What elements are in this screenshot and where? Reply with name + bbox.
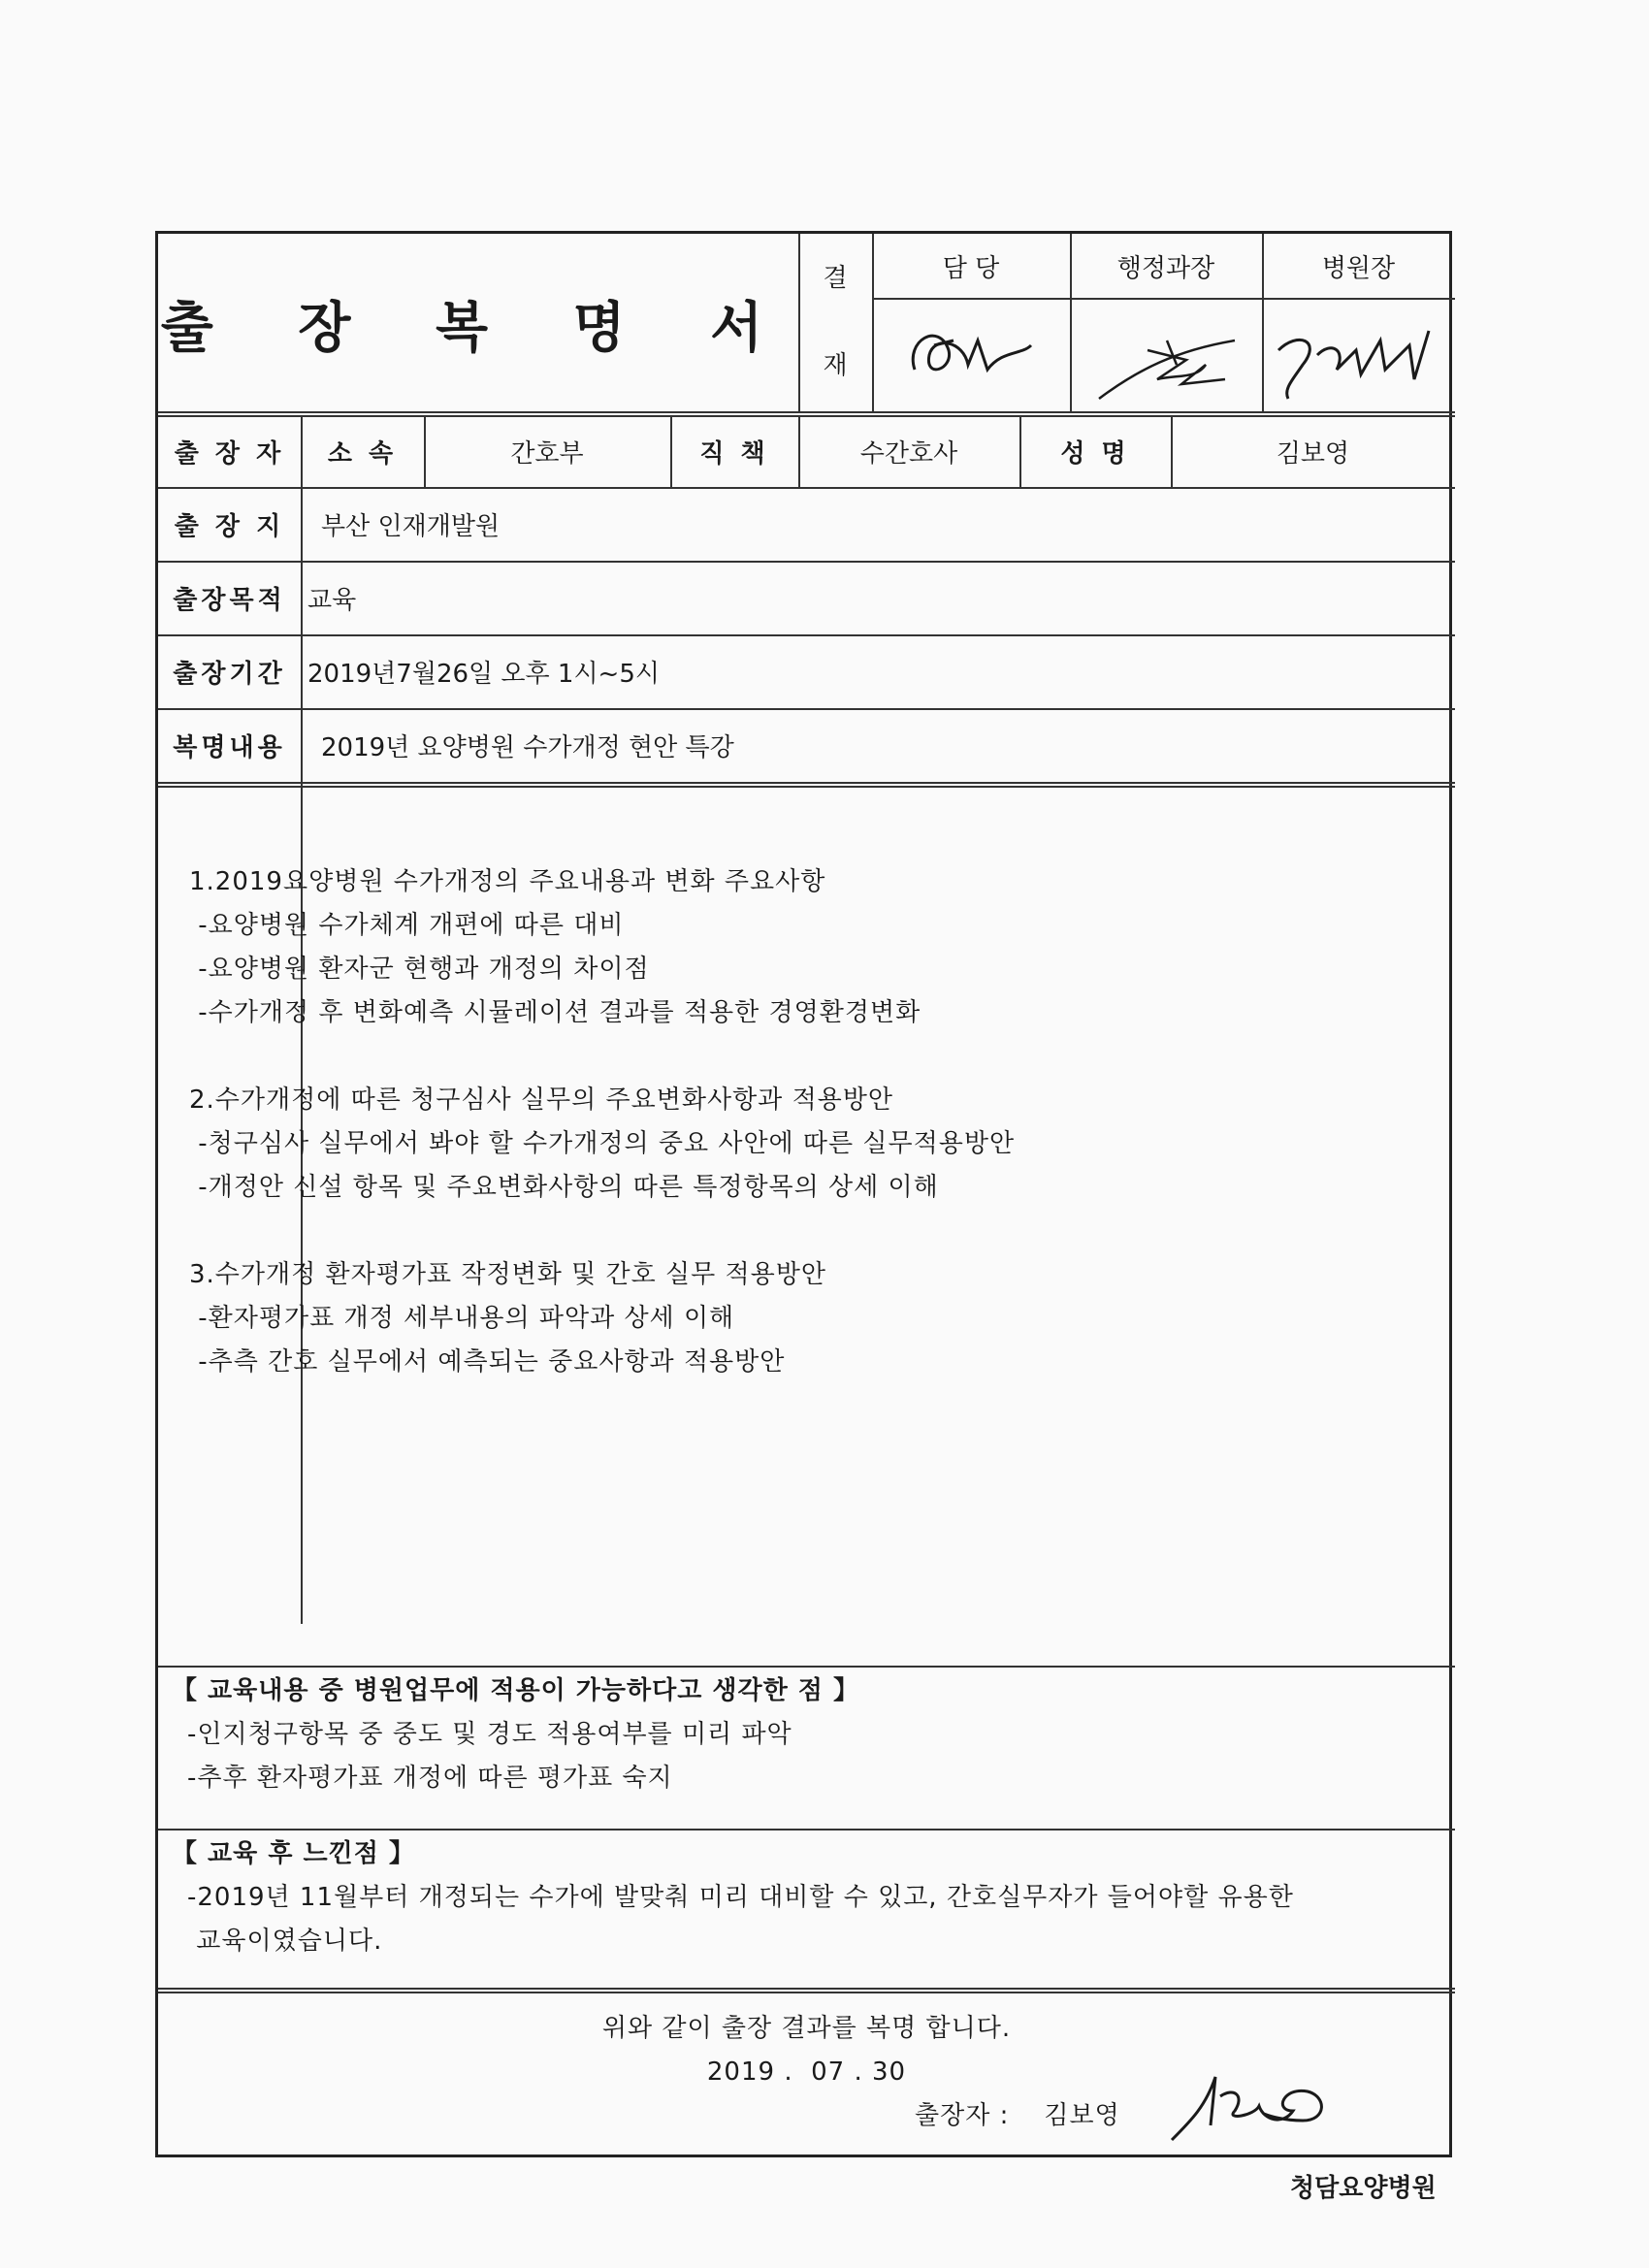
applicable-heading: 【 교육내용 중 병원업무에 적용이 가능하다고 생각한 점 】 [172,1676,859,1705]
content-line: -요양병원 환자군 현행과 개정의 차이점 [189,955,650,984]
signer-block [915,2094,1120,2138]
signer-name: 김보영 [1044,2101,1120,2130]
destination-value: 부산 인재개발원 [321,511,501,541]
approval-label-top: 결 [823,263,848,293]
page-title: 출 장 복 명 서 [160,297,796,360]
traveler-label: 출 장 자 [174,438,285,469]
content-spacer [189,1035,1440,1079]
position-value: 수간호사 [859,438,958,469]
content-line: -추측 간호 실무에서 예측되는 중요사항과 적용방안 [189,1347,786,1377]
destination-label: 출 장 지 [174,511,285,541]
closing-statement: 위와 같이 출장 결과를 복명 합니다. [601,2014,1012,2043]
period-value: 2019년7월26일 오후 1시~5시 [307,659,661,689]
position-label: 직 책 [699,438,769,469]
traveler-signature [1167,2067,1332,2145]
affiliation-value: 간호부 [510,438,584,469]
applicable-section [172,1669,1433,1800]
applicable-line: -추후 환자평가표 개정에 따른 평가표 숙지 [187,1764,673,1793]
approval-col-admin-head: 행정과장 [1116,253,1215,283]
admin-head-signature [1089,311,1254,408]
content-line: -청구심사 실무에서 봐야 할 수가개정의 중요 사안에 따른 실무적용방안 [189,1129,1016,1158]
content-line: -개정안 신설 항목 및 주요변화사항의 따른 특정항목의 상세 이해 [189,1173,939,1202]
manager-signature [895,311,1041,399]
content-line: 3.수가개정 환자평가표 작정변화 및 간호 실무 적용방안 [189,1260,826,1289]
impressions-heading: 【 교육 후 느낀점 】 [172,1839,415,1868]
approval-label-bottom: 재 [823,350,848,380]
closing-date: 2019 . 07 . 30 [706,2057,907,2087]
director-signature [1264,311,1448,408]
purpose-label: 출장목적 [173,585,286,615]
content-line: -수가개정 후 변화예측 시뮬레이션 결과를 적용한 경영환경변화 [189,998,922,1027]
name-value: 김보영 [1276,438,1350,469]
content-spacer [189,1210,1440,1253]
approval-col-manager: 담 당 [942,253,1000,283]
purpose-value: 교육 [307,585,357,615]
approval-col-director: 병원장 [1321,253,1396,283]
impressions-line: -2019년 11월부터 개정되는 수가에 발맞춰 미리 대비할 수 있고, 간호실무자가 들어야할 유용한 [187,1883,1294,1912]
impressions-line: 교육이였습니다. [187,1927,383,1956]
report-label: 복명내용 [173,732,286,762]
report-value: 2019년 요양병원 수가개정 현안 특강 [321,732,734,762]
institution-name: 청담요양병원 [1290,2174,1437,2203]
content-line: 2.수가개정에 따른 청구심사 실무의 주요변화사항과 적용방안 [189,1085,894,1115]
period-label: 출장기간 [173,659,286,689]
applicable-line: -인지청구항목 중 중도 및 경도 적용여부를 미리 파악 [187,1720,792,1749]
signer-label: 출장자 : [915,2101,1010,2130]
content-line: -요양병원 수가체계 개편에 따른 대비 [189,911,625,940]
report-content [189,860,1440,1384]
trip-report-form [155,231,1452,2157]
impressions-section [172,1832,1442,1963]
affiliation-label: 소 속 [327,438,398,469]
content-line: 1.2019요양병원 수가개정의 주요내용과 변화 주요사항 [189,867,826,896]
name-label: 성 명 [1060,438,1130,469]
content-line: -환자평가표 개정 세부내용의 파악과 상세 이해 [189,1304,735,1333]
